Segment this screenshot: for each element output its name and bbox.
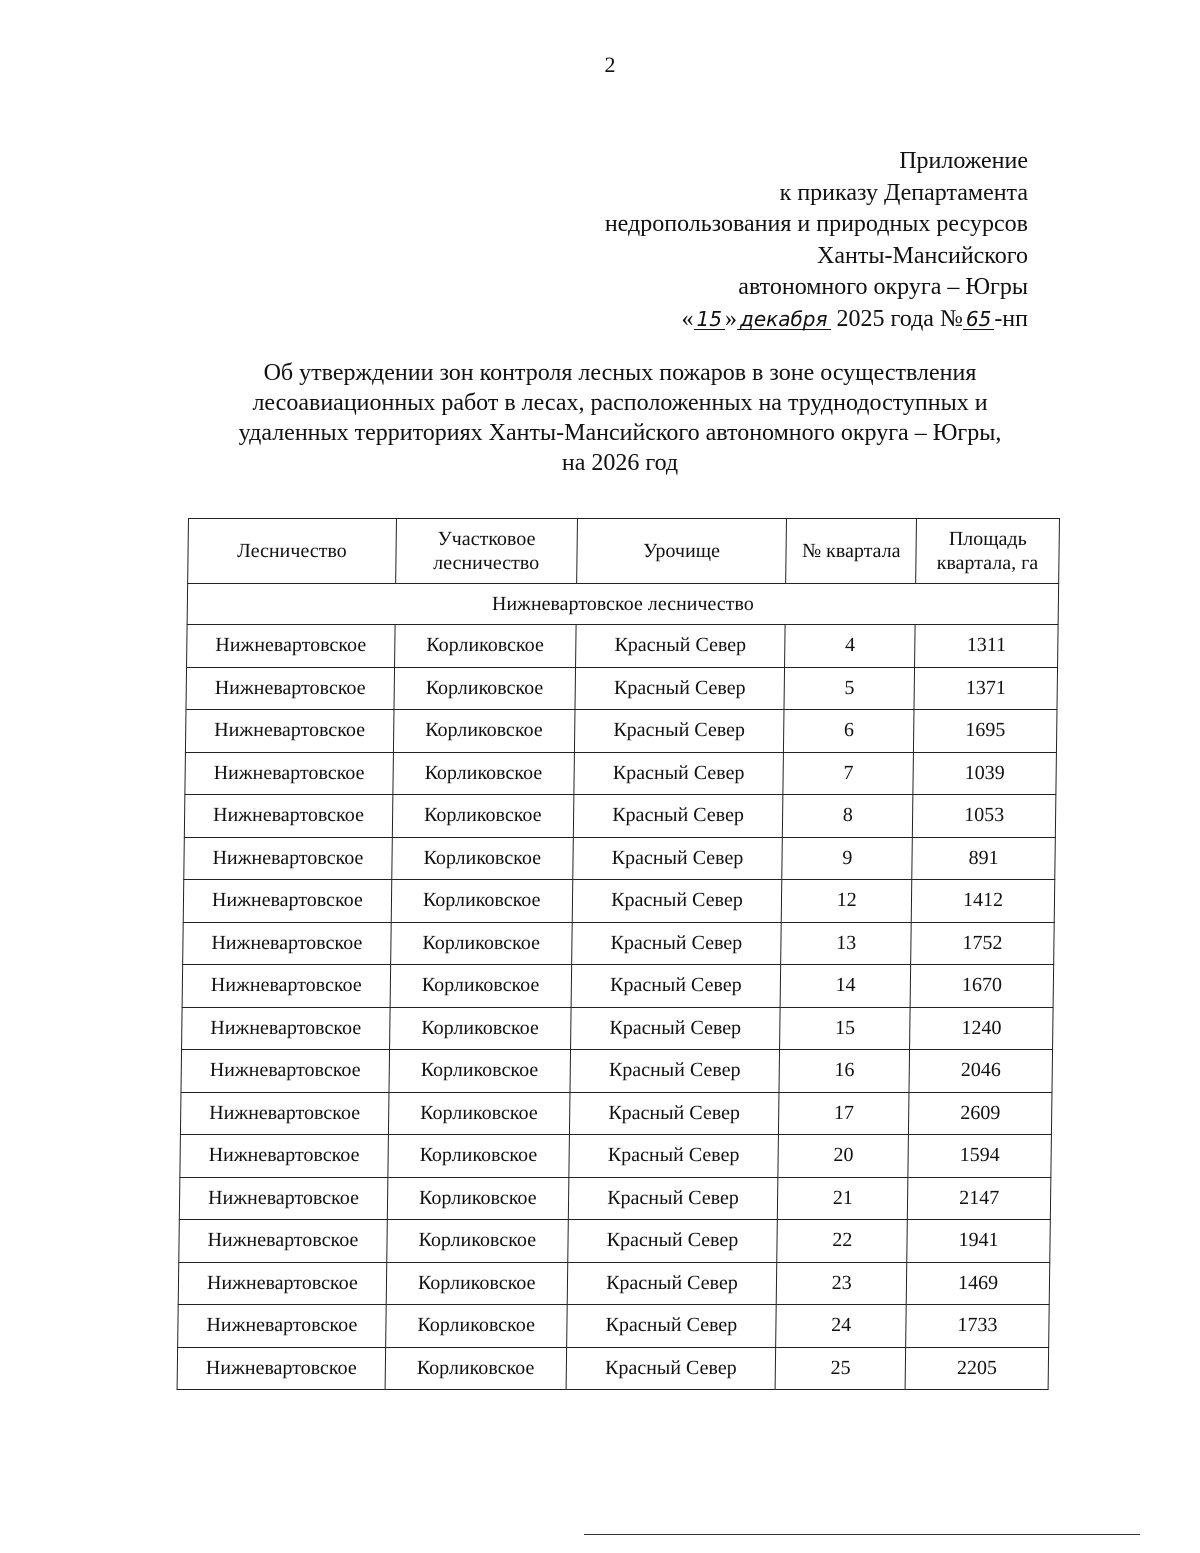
cell-quarter-area: 1469	[906, 1262, 1049, 1305]
table-row	[179, 1177, 1051, 1220]
cell-tract: Красный Север	[566, 1305, 776, 1348]
cell-tract: Красный Север	[574, 710, 784, 753]
cell-quarter-area: 1733	[906, 1305, 1049, 1348]
cell-district-forestry: Корликовское	[388, 1092, 569, 1135]
cell-tract: Красный Север	[568, 1177, 778, 1220]
table-row	[182, 965, 1054, 1008]
cell-forestry: Нижневартовское	[184, 837, 392, 880]
cell-quarter-area: 1941	[907, 1220, 1050, 1263]
table-row	[177, 1347, 1049, 1390]
cell-tract: Красный Север	[567, 1220, 777, 1263]
cell-district-forestry: Корликовское	[385, 1347, 566, 1390]
cell-forestry: Нижневартовское	[179, 1220, 387, 1263]
table-row	[183, 922, 1055, 965]
title-line: лесоавиационных работ в лесах, расположенных на труднодоступных и	[252, 390, 988, 416]
cell-tract: Красный Север	[567, 1262, 777, 1305]
cell-district-forestry: Корликовское	[393, 752, 574, 795]
cell-district-forestry: Корликовское	[393, 710, 574, 753]
fire-control-zones-table	[177, 518, 1060, 1390]
header-tract: Урочище	[576, 519, 786, 584]
table-row	[186, 667, 1058, 710]
cell-district-forestry: Корликовское	[394, 625, 575, 668]
cell-quarter-number: 24	[776, 1305, 906, 1348]
title-line: удаленных территориях Ханты-Мансийского автономного округа – Югры,	[238, 420, 1002, 446]
cell-tract: Красный Север	[572, 880, 782, 923]
appendix-line: Ханты-Мансийского	[817, 242, 1028, 269]
cell-quarter-area: 1695	[914, 710, 1057, 753]
cell-tract: Красный Север	[574, 752, 784, 795]
cell-district-forestry: Корликовское	[387, 1177, 568, 1220]
cell-tract: Красный Север	[575, 667, 785, 710]
cell-quarter-number: 17	[779, 1092, 909, 1135]
footer-divider	[584, 1534, 1140, 1535]
cell-tract: Красный Север	[566, 1347, 776, 1390]
table-row	[180, 1135, 1052, 1178]
cell-district-forestry: Корликовское	[391, 880, 572, 923]
cell-forestry: Нижневартовское	[182, 965, 390, 1008]
group-title: Нижневартовское лесничество	[187, 584, 1059, 625]
header-forestry: Лесничество	[188, 519, 397, 584]
cell-quarter-number: 5	[784, 667, 914, 710]
cell-quarter-number: 22	[777, 1220, 907, 1263]
cell-quarter-number: 14	[780, 965, 910, 1008]
cell-tract: Красный Север	[569, 1092, 779, 1135]
title-line: на 2026 год	[561, 450, 679, 476]
cell-forestry: Нижневартовское	[187, 625, 395, 668]
cell-district-forestry: Корликовское	[389, 1007, 570, 1050]
cell-forestry: Нижневартовское	[177, 1347, 385, 1390]
cell-quarter-area: 1240	[910, 1007, 1053, 1050]
table-row	[184, 795, 1056, 838]
cell-quarter-number: 23	[777, 1262, 907, 1305]
cell-quarter-number: 7	[783, 752, 913, 795]
table-row	[184, 837, 1056, 880]
table-row	[178, 1305, 1050, 1348]
date-open-quote: «	[681, 305, 694, 332]
cell-forestry: Нижневартовское	[181, 1050, 389, 1093]
cell-quarter-area: 1670	[910, 965, 1053, 1008]
cell-forestry: Нижневартовское	[185, 752, 393, 795]
table-row	[185, 752, 1057, 795]
cell-quarter-area: 1039	[913, 752, 1056, 795]
appendix-title: Приложение	[899, 148, 1028, 174]
cell-quarter-area: 1053	[912, 795, 1055, 838]
cell-quarter-number: 20	[778, 1135, 908, 1178]
table-row	[179, 1220, 1051, 1263]
header-district-forestry: Участковое лесничество	[395, 519, 577, 584]
cell-quarter-number: 25	[775, 1347, 905, 1390]
cell-tract: Красный Север	[569, 1135, 779, 1178]
cell-forestry: Нижневартовское	[186, 667, 394, 710]
table-body	[177, 625, 1058, 1390]
appendix-line: автономного округа – Югры	[738, 274, 1028, 300]
table-row	[187, 625, 1059, 668]
cell-quarter-area: 1752	[911, 922, 1054, 965]
cell-forestry: Нижневартовское	[178, 1305, 386, 1348]
cell-quarter-number: 21	[778, 1177, 908, 1220]
cell-tract: Красный Север	[575, 625, 785, 668]
cell-quarter-number: 8	[783, 795, 913, 838]
cell-district-forestry: Корликовское	[390, 965, 571, 1008]
table-group-row	[187, 584, 1059, 625]
cell-quarter-number: 15	[780, 1007, 910, 1050]
cell-forestry: Нижневартовское	[180, 1092, 388, 1135]
cell-forestry: Нижневартовское	[185, 710, 393, 753]
cell-quarter-area: 1412	[911, 880, 1054, 923]
cell-district-forestry: Корликовское	[388, 1135, 569, 1178]
cell-forestry: Нижневартовское	[183, 922, 391, 965]
cell-quarter-area: 1594	[908, 1135, 1051, 1178]
cell-quarter-number: 16	[779, 1050, 909, 1093]
order-date-line	[605, 304, 1028, 336]
cell-district-forestry: Корликовское	[389, 1050, 570, 1093]
cell-district-forestry: Корликовское	[392, 837, 573, 880]
header-quarter-number: № квартала	[786, 519, 917, 584]
cell-quarter-area: 2609	[909, 1092, 1052, 1135]
cell-forestry: Нижневартовское	[178, 1262, 386, 1305]
cell-district-forestry: Корликовское	[385, 1305, 566, 1348]
cell-quarter-area: 891	[912, 837, 1055, 880]
date-year: 2025 года №	[836, 305, 963, 332]
cell-quarter-area: 2147	[907, 1177, 1050, 1220]
order-number: 65	[963, 309, 994, 330]
cell-tract: Красный Север	[570, 1007, 780, 1050]
document-title	[190, 358, 1050, 478]
cell-district-forestry: Корликовское	[392, 795, 573, 838]
cell-forestry: Нижневартовское	[179, 1177, 387, 1220]
cell-district-forestry: Корликовское	[386, 1262, 567, 1305]
cell-tract: Красный Север	[571, 922, 781, 965]
cell-district-forestry: Корликовское	[387, 1220, 568, 1263]
date-month: декабря	[737, 309, 831, 330]
table-row	[178, 1262, 1050, 1305]
cell-quarter-area: 2046	[909, 1050, 1052, 1093]
appendix-line: недропользования и природных ресурсов	[604, 211, 1028, 237]
table-row	[183, 880, 1055, 923]
cell-tract: Красный Север	[570, 1050, 780, 1093]
table-row	[182, 1007, 1054, 1050]
header-quarter-area: Площадь квартала, га	[916, 519, 1060, 584]
appendix-block	[605, 146, 1028, 335]
cell-forestry: Нижневартовское	[182, 1007, 390, 1050]
date-close-quote: »	[725, 305, 737, 332]
cell-quarter-number: 12	[782, 880, 912, 923]
cell-district-forestry: Корликовское	[390, 922, 571, 965]
appendix-line: к приказу Департамента	[779, 179, 1028, 206]
date-day: 15	[694, 309, 725, 330]
cell-forestry: Нижневартовское	[184, 795, 392, 838]
table-row	[180, 1092, 1052, 1135]
title-line: Об утверждении зон контроля лесных пожаров в зоне осуществления	[263, 360, 977, 386]
cell-forestry: Нижневартовское	[180, 1135, 388, 1178]
cell-quarter-number: 9	[782, 837, 912, 880]
order-suffix: -нп	[994, 305, 1028, 332]
page-number: 2	[604, 52, 616, 77]
cell-district-forestry: Корликовское	[394, 667, 575, 710]
cell-tract: Красный Север	[571, 965, 781, 1008]
cell-tract: Красный Север	[573, 795, 783, 838]
table-row	[181, 1050, 1053, 1093]
cell-quarter-number: 13	[781, 922, 911, 965]
cell-quarter-area: 2205	[905, 1347, 1048, 1390]
cell-quarter-number: 6	[784, 710, 914, 753]
cell-forestry: Нижневартовское	[183, 880, 391, 923]
table-header-row	[188, 519, 1060, 584]
cell-quarter-area: 1311	[915, 625, 1058, 668]
table-row	[185, 710, 1057, 753]
cell-tract: Красный Север	[572, 837, 782, 880]
cell-quarter-number: 4	[785, 625, 915, 668]
cell-quarter-area: 1371	[914, 667, 1057, 710]
